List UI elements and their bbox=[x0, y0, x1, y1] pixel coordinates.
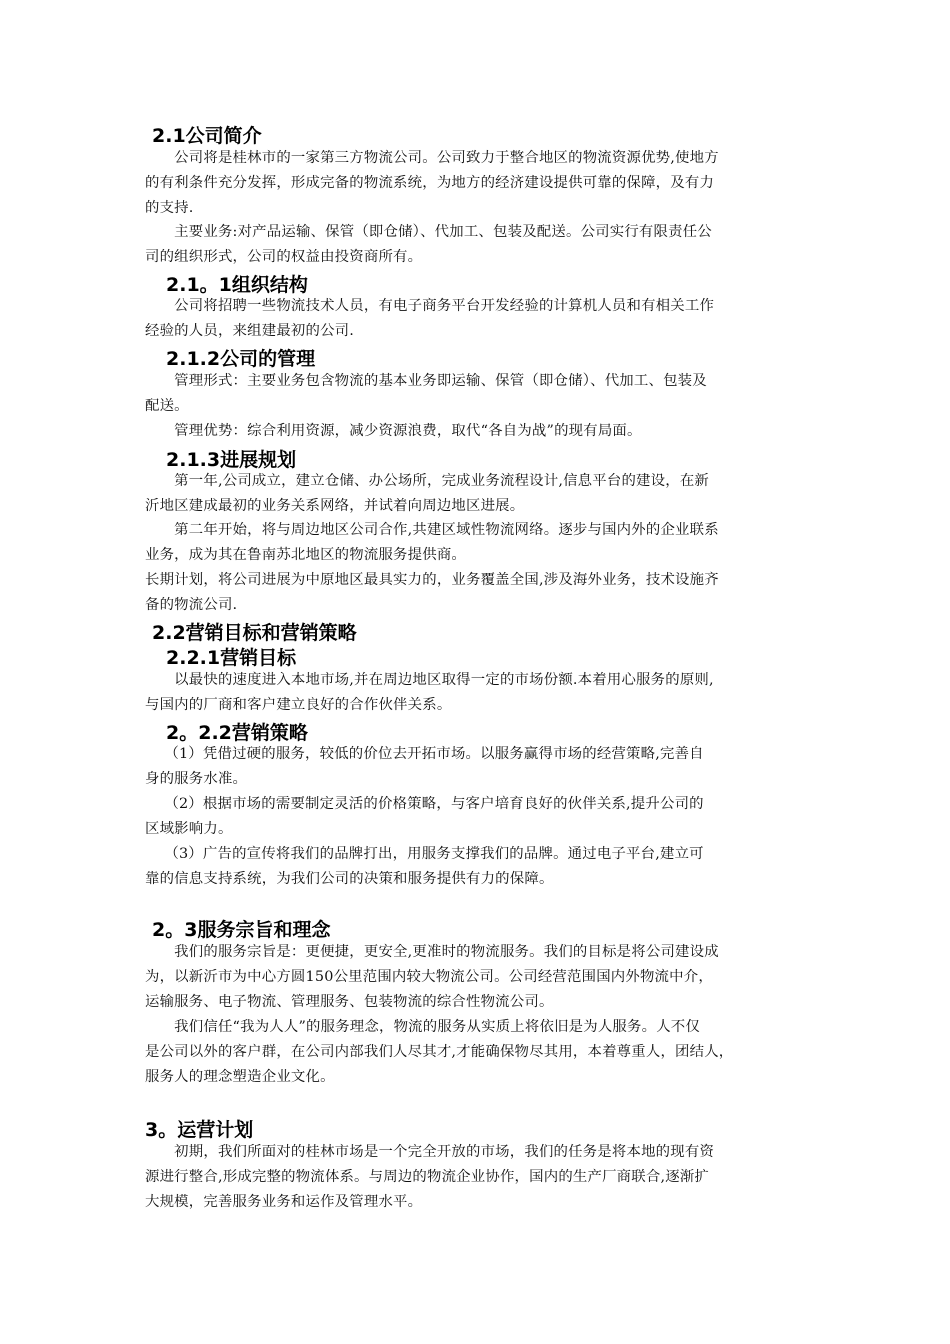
paragraph-organization: 公司将招聘一些物流技术人员，有电子商务平台开发经验的计算机人员和有相关工作 经验的人员，来组建最初的公司. bbox=[145, 298, 715, 339]
paragraph-company-intro: 公司将是桂林市的一家第三方物流公司。公司致力于整合地区的物流资源优势,使地方 的有利条件充分发挥，形成完备的物流系统，为地方的经济建设提供可靠的保障，及有力 的支持. bbox=[145, 150, 719, 216]
paragraph-service-philosophy: 我们信任“我为人人”的服务理念，物流的服务从实质上将依旧是为人服务。人不仅 是公司以外的客户群，在公司内部我们人尽其才,才能确保物尽其用，本着尊重人，团结人， 服务人的理念塑造企业文化。 bbox=[145, 1019, 734, 1085]
section-heading-2-1-1: 2.1。1组织结构 bbox=[166, 274, 308, 296]
paragraph-strategy-2: （2）根据市场的需要制定灵活的价格策略，与客户培育良好的伙伴关系,提升公司的 区域影响力。 bbox=[145, 796, 704, 837]
section-heading-2-2-1: 2.2.1营销目标 bbox=[166, 647, 297, 669]
paragraph-management-form: 管理形式：主要业务包含物流的基本业务即运输、保管（即仓储）、代加工、包装及 配送。 bbox=[145, 373, 707, 414]
paragraph-second-year: 第二年开始，将与周边地区公司合作,共建区域性物流网络。逐步与国内外的企业联系 业务，成为其在鲁南苏北地区的物流服务提供商。 bbox=[145, 522, 719, 563]
section-heading-2-1: 2.1公司简介 bbox=[152, 125, 262, 147]
paragraph-service-purpose: 我们的服务宗旨是：更便捷，更安全,更准时的物流服务。我们的目标是将公司建设成 为，以新沂市为中心方圆150公里范围内较大物流公司。公司经营范围国内外物流中介， 运输服务、电子物流、管理服务、包装物流的综合性物流公司。 bbox=[145, 944, 719, 1010]
section-heading-2-1-2: 2.1.2公司的管理 bbox=[166, 348, 316, 370]
section-heading-2-2-2: 2。2.2营销策略 bbox=[166, 722, 308, 744]
section-heading-3: 3。运营计划 bbox=[145, 1119, 254, 1141]
section-heading-2-2: 2.2营销目标和营销策略 bbox=[152, 622, 357, 644]
section-heading-2-3: 2。3服务宗旨和理念 bbox=[152, 919, 331, 941]
paragraph-strategy-1: （1）凭借过硬的服务，较低的价位去开拓市场。以服务赢得市场的经营策略,完善自 身的服务水准。 bbox=[145, 746, 704, 787]
paragraph-strategy-3: （3）广告的宣传将我们的品牌打出，用服务支撑我们的品牌。通过电子平台,建立可 靠的信息支持系统，为我们公司的决策和服务提供有力的保障。 bbox=[145, 846, 704, 887]
paragraph-operation-plan: 初期，我们所面对的桂林市场是一个完全开放的市场，我们的任务是将本地的现有资 源进行整合,形成完整的物流体系。与周边的物流企业协作，国内的生产厂商联合,逐渐扩 大规模，完善服务业务和运作及管理水平。 bbox=[145, 1144, 715, 1210]
paragraph-main-business: 主要业务:对产品运输、保管（即仓储）、代加工、包装及配送。公司实行有限责任公 司的组织形式，公司的权益由投资商所有。 bbox=[145, 224, 712, 265]
section-heading-2-1-3: 2.1.3进展规划 bbox=[166, 449, 297, 471]
paragraph-marketing-goal: 以最快的速度进入本地市场,并在周边地区取得一定的市场份额.本着用心服务的原则, 与国内的厂商和客户建立良好的合作伙伴关系。 bbox=[145, 672, 714, 713]
paragraph-management-advantage: 管理优势：综合利用资源，减少资源浪费，取代“各自为战”的现有局面。 bbox=[145, 423, 642, 439]
paragraph-long-term-plan: 长期计划，将公司进展为中原地区最具实力的，业务覆盖全国,涉及海外业务，技术设施齐 备的物流公司. bbox=[145, 572, 719, 613]
paragraph-first-year: 第一年,公司成立，建立仓储、办公场所，完成业务流程设计,信息平台的建设，在新 沂地区建成最初的业务关系网络，并试着向周边地区进展。 bbox=[145, 473, 709, 514]
